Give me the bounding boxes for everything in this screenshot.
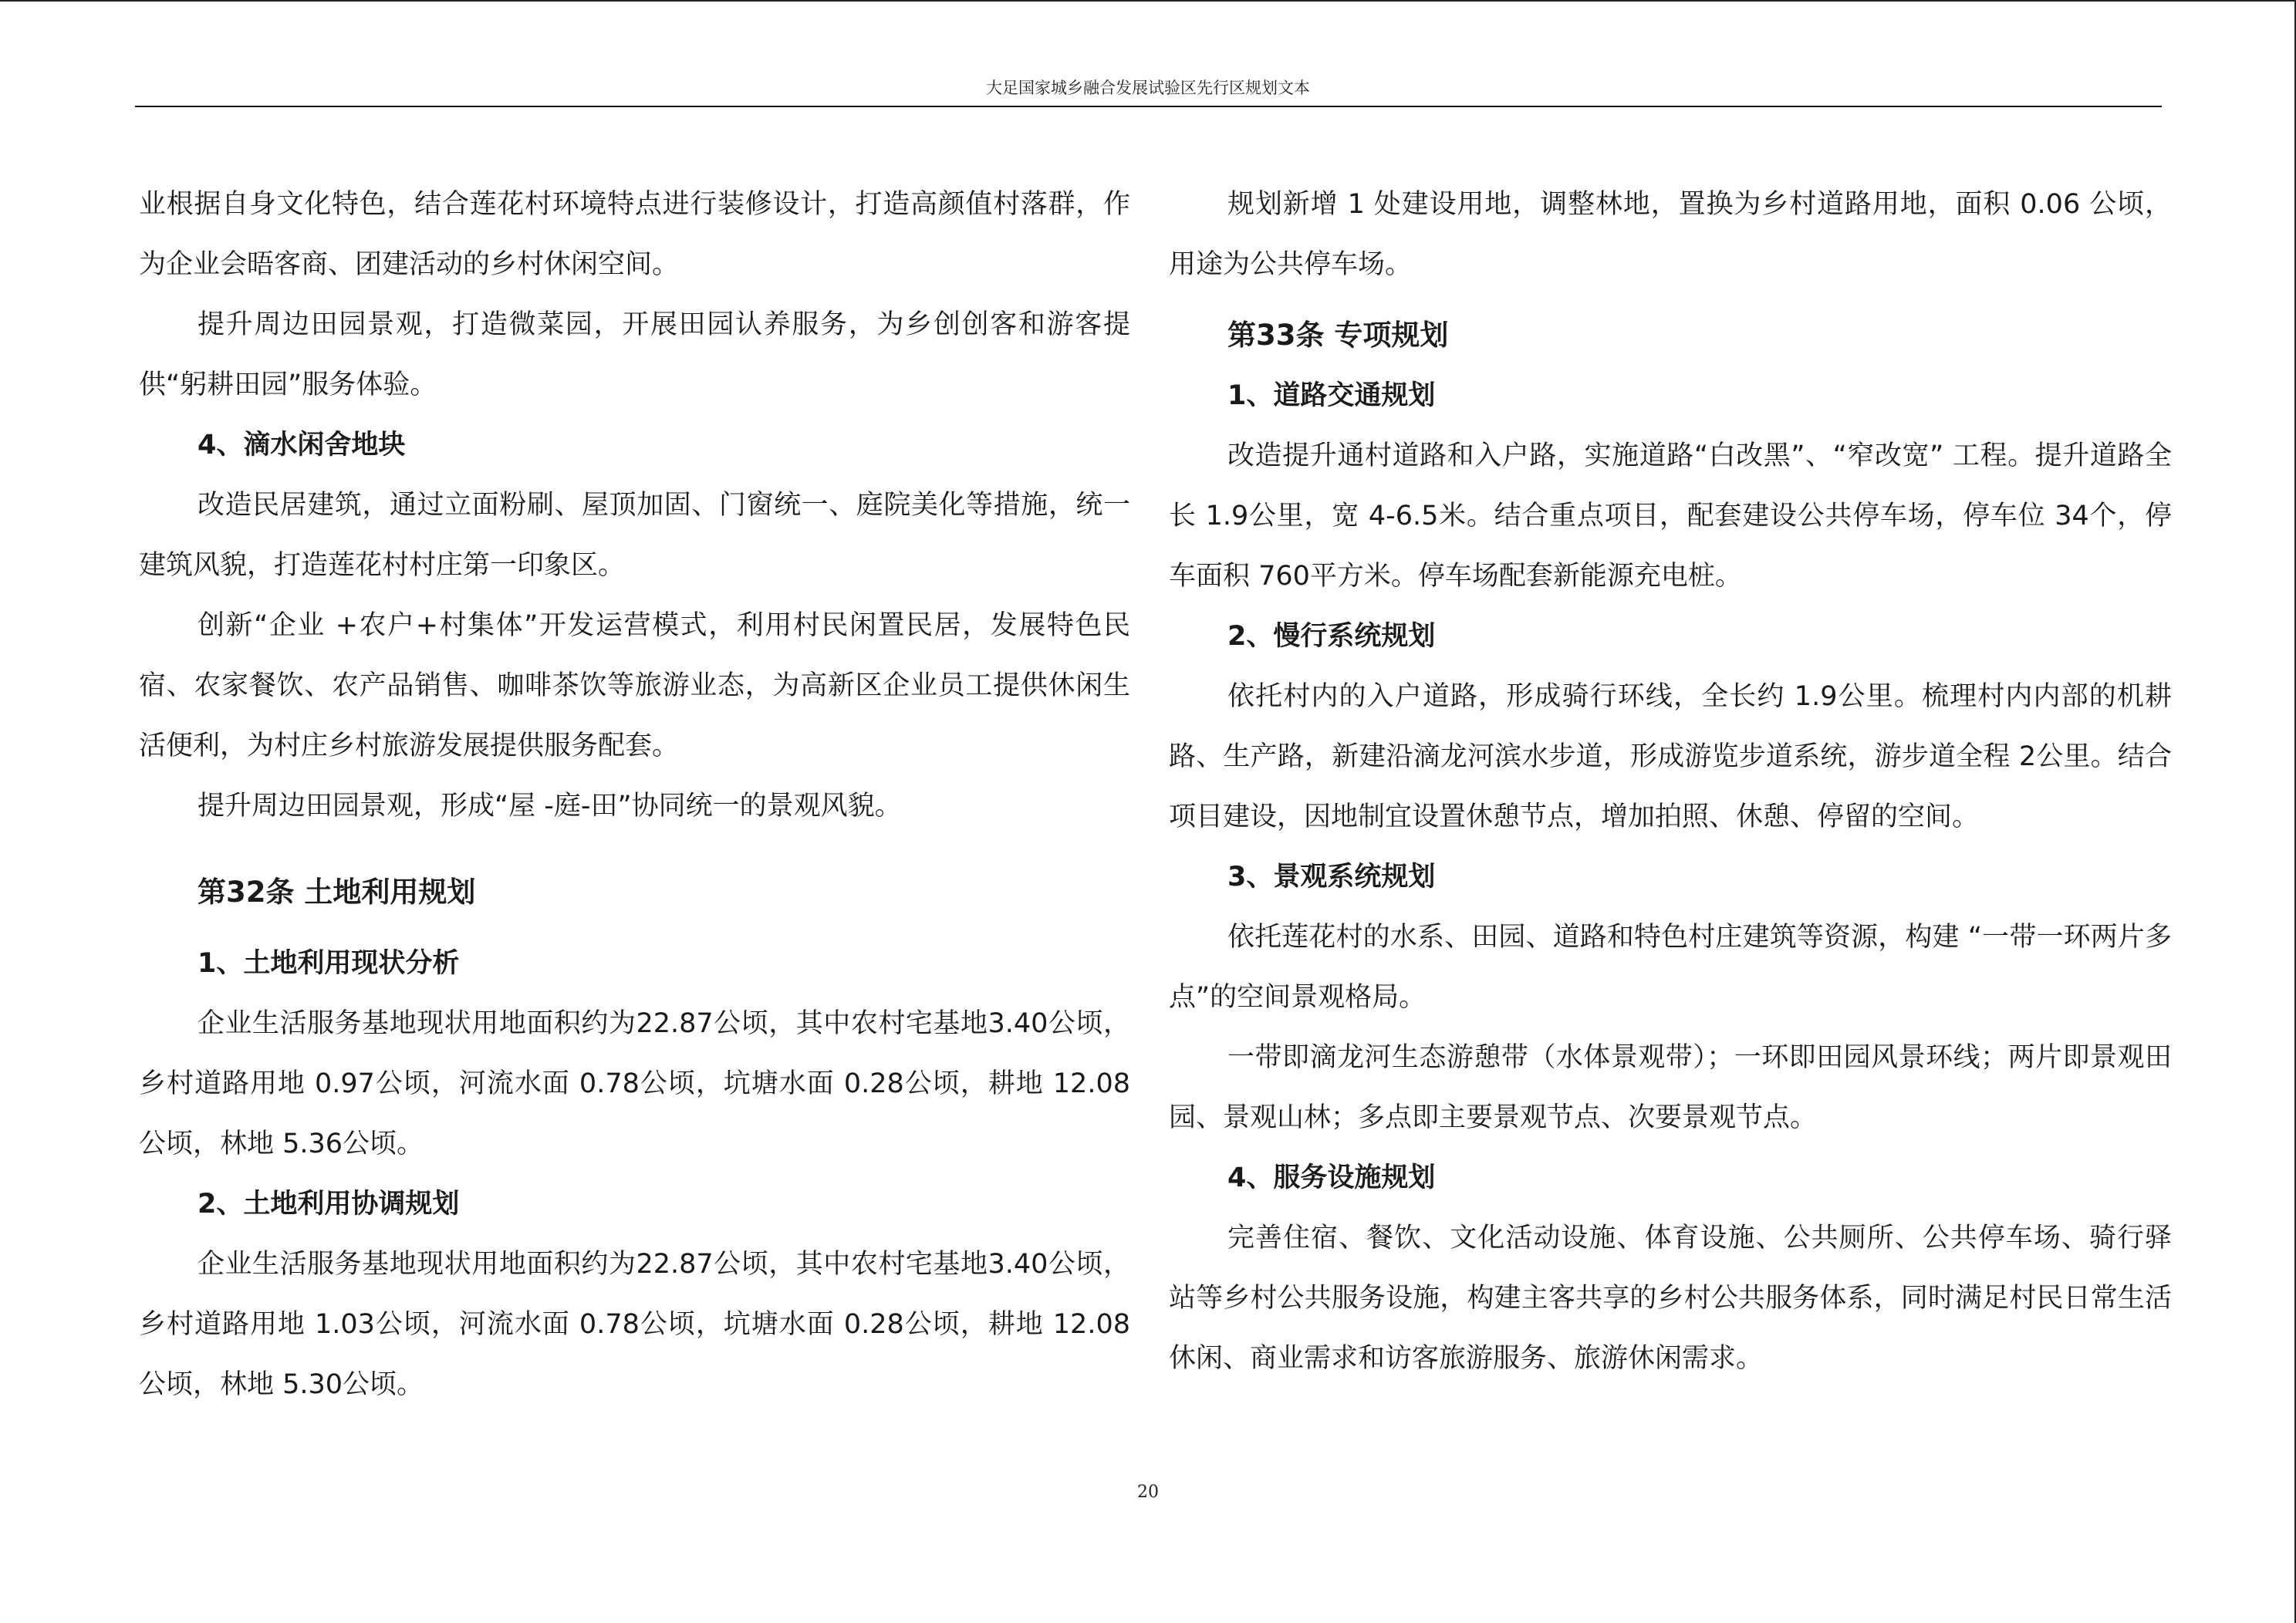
section-heading: 1、道路交通规划 xyxy=(1227,380,1436,411)
section-heading: 4、滴水闲舍地块 xyxy=(198,430,406,461)
left-column xyxy=(139,174,1130,1415)
paragraph: 企业生活服务基地现状用地面积约为22.87公顷，其中农村宅基地3.40公顷，乡村道路用地 1.03公顷，河流水面 0.78公顷，坑塘水面 0.28公顷，耕地 12.08公顷，林地 5.30公顷。 xyxy=(139,1249,1130,1400)
section-heading: 1、土地利用现状分析 xyxy=(198,948,460,979)
section-heading: 2、土地利用协调规划 xyxy=(198,1189,460,1220)
paragraph: 一带即滴龙河生态游憩带（水体景观带）；一环即田园风景环线；两片即景观田园、景观山林；多点即主要景观节点、次要景观节点。 xyxy=(1169,1042,2172,1133)
paragraph: 依托莲花村的水系、田园、道路和特色村庄建筑等资源，构建 “一带一环两片多点”的空间景观格局。 xyxy=(1169,922,2172,1013)
header-rule xyxy=(135,106,2162,107)
paragraph: 规划新增 1 处建设用地，调整林地，置换为乡村道路用地，面积 0.06 公顷，用途为公共停车场。 xyxy=(1169,189,2172,280)
paragraph: 提升周边田园景观，打造微菜园，开展田园认养服务，为乡创创客和游客提供“躬耕田园”服务体验。 xyxy=(139,309,1130,400)
section-heading: 2、慢行系统规划 xyxy=(1227,621,1436,652)
right-column xyxy=(1169,174,2172,1388)
paragraph: 提升周边田园景观，形成“屋 -庭-田”协同统一的景观风貌。 xyxy=(198,791,902,822)
paragraph: 业根据自身文化特色，结合莲花村环境特点进行装修设计，打造高颜值村落群，作为企业会晤客商、团建活动的乡村休闲空间。 xyxy=(139,189,1130,280)
paragraph: 完善住宿、餐饮、文化活动设施、体育设施、公共厕所、公共停车场、骑行驿站等乡村公共服务设施，构建主客共享的乡村公共服务体系，同时满足村民日常生活休闲、商业需求和访客旅游服务、旅游休闲需求。 xyxy=(1169,1223,2172,1374)
article-heading: 第32条 土地利用规划 xyxy=(198,876,476,909)
running-header: 大足国家城乡融合发展试验区先行区规划文本 xyxy=(986,79,1310,97)
page-number: 20 xyxy=(1137,1483,1159,1502)
paragraph: 改造民居建筑，通过立面粉刷、屋顶加固、门窗统一、庭院美化等措施，统一建筑风貌，打造莲花村村庄第一印象区。 xyxy=(139,490,1130,581)
article-heading: 第33条 专项规划 xyxy=(1227,319,1449,352)
section-heading: 3、景观系统规划 xyxy=(1227,862,1436,892)
paragraph: 创新“企业 +农户+村集体”开发运营模式，利用村民闲置民居，发展特色民宿、农家餐饮、农产品销售、咖啡茶饮等旅游业态，为高新区企业员工提供休闲生活便利，为村庄乡村旅游发展提供服务配套。 xyxy=(139,610,1130,761)
section-heading: 4、服务设施规划 xyxy=(1227,1162,1436,1193)
paragraph: 企业生活服务基地现状用地面积约为22.87公顷，其中农村宅基地3.40公顷，乡村道路用地 0.97公顷，河流水面 0.78公顷，坑塘水面 0.28公顷，耕地 12.08公顷，林地 5.36公顷。 xyxy=(139,1008,1130,1159)
paragraph: 依托村内的入户道路，形成骑行环线，全长约 1.9公里。梳理村内内部的机耕路、生产路，新建沿滴龙河滨水步道，形成游览步道系统，游步道全程 2公里。结合项目建设，因地制宜设置休憩节点，增加拍照、休憩、停留的空间。 xyxy=(1169,681,2172,832)
paragraph: 改造提升通村道路和入户路，实施道路“白改黑”、“窄改宽” 工程。提升道路全长 1.9公里，宽 4-6.5米。结合重点项目，配套建设公共停车场，停车位 34个，停车面积 760平方米。停车场配套新能源充电桩。 xyxy=(1169,440,2172,592)
